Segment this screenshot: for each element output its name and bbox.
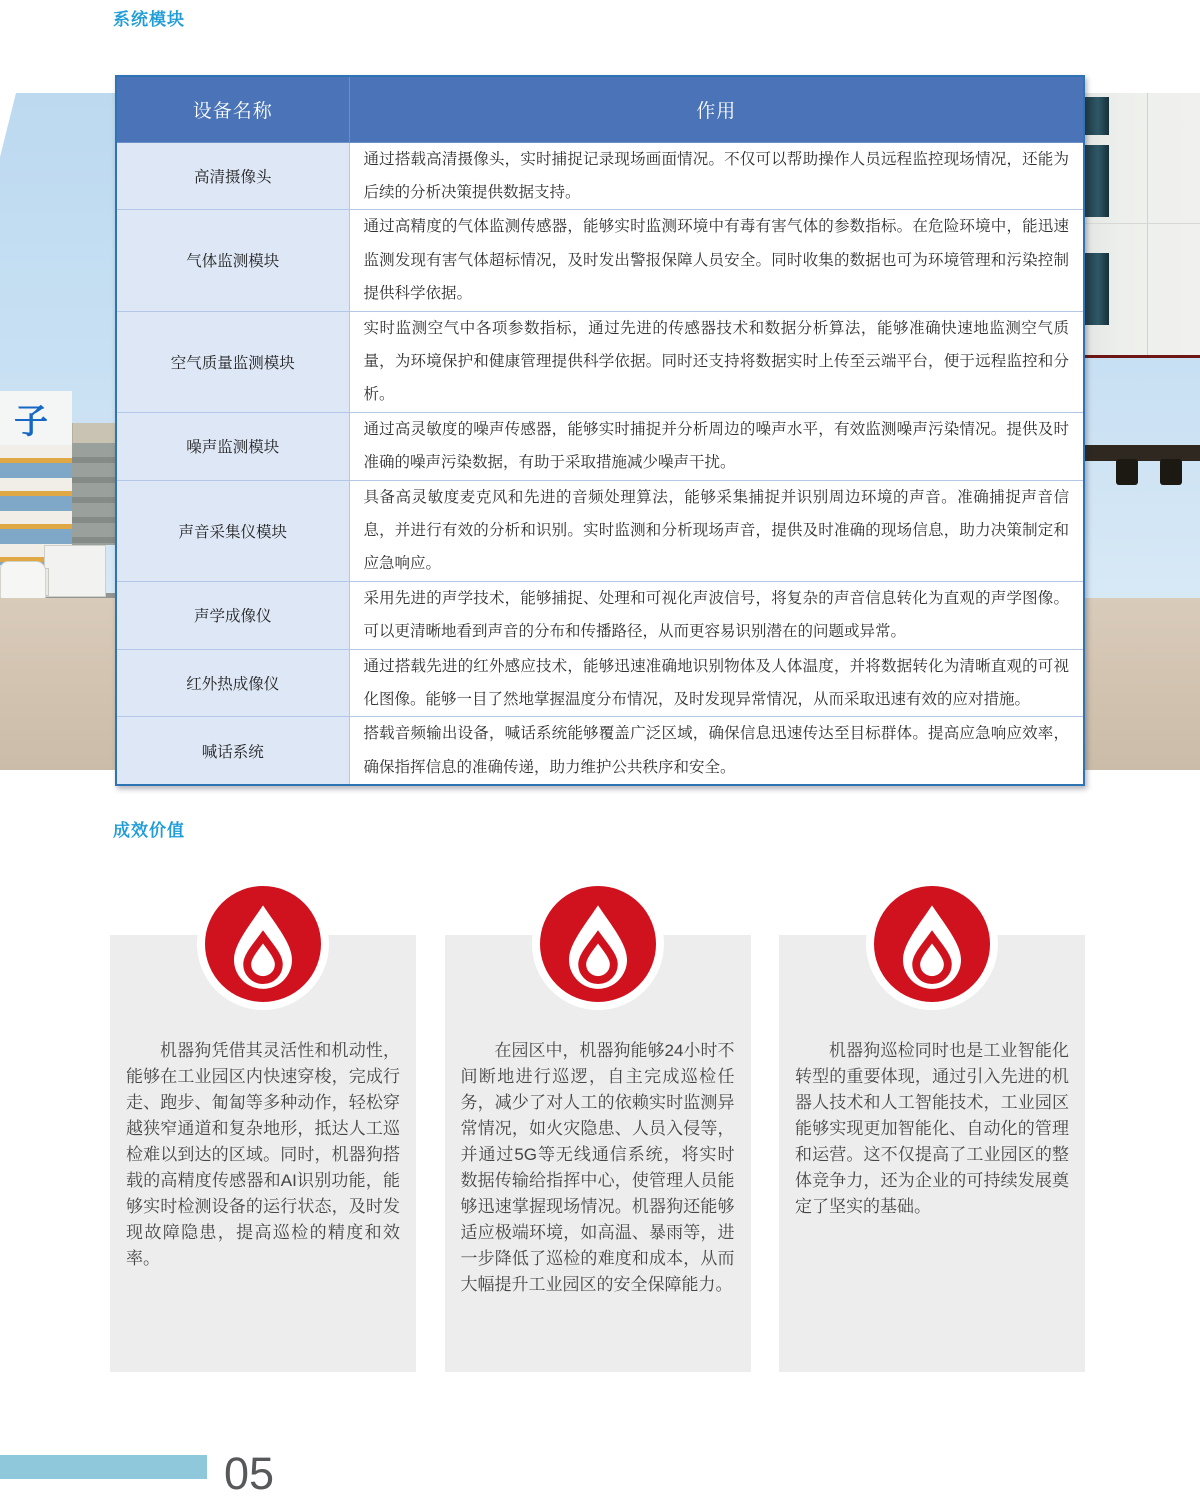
table-row	[116, 142, 1084, 210]
section-title-value: 成效价值	[113, 821, 185, 840]
table-row	[116, 717, 1084, 785]
device-desc-cell: 具备高灵敏度麦克风和先进的音频处理算法，能够采集捕捉并识别周边环境的声音。准确捕捉声音信息，并进行有效的分析和识别。实时监测和分析现场声音，提供及时准确的现场信息，助力决策制定和应急响应。	[349, 480, 1084, 581]
water-drop-icon	[866, 878, 998, 1010]
panel-joint-line	[1147, 93, 1148, 355]
window	[1085, 97, 1109, 135]
device-desc-cell: 通过高精度的气体监测传感器，能够实时监测环境中有毒有害气体的参数指标。在危险环境中，能迅速监测发现有害气体超标情况，及时发出警报保障人员安全。同时收集的数据也可为环境管理和污染控制提供科学依据。	[349, 210, 1084, 311]
value-card-text: 在园区中，机器狗能够24小时不间断地进行巡逻，自主完成巡检任务，减少了对人工的依赖实时监测异常情况，如火灾隐患、人员入侵等，并通过5G等无线通信系统，将实时数据传输给指挥中心，使管理人员能够迅速掌握现场情况。机器狗还能够适应极端环境，如高温、暴雨等，进一步降低了巡检的难度和成本，从而大幅提升工业园区的安全保障能力。	[460, 1041, 735, 1294]
device-name-cell: 红外热成像仪	[116, 649, 349, 717]
table-row	[116, 412, 1084, 480]
trailer-wheel	[1160, 459, 1182, 485]
footer-accent-bar	[0, 1455, 207, 1479]
device-desc-cell: 实时监测空气中各项参数指标，通过先进的传感器技术和数据分析算法，能够准确快速地监测空气质量，为环境保护和健康管理提供科学依据。同时还支持将数据实时上传至云端平台，便于远程监控和分析。	[349, 311, 1084, 412]
device-name-cell: 气体监测模块	[116, 210, 349, 311]
section-title-system-modules: 系统模块	[113, 10, 185, 29]
device-name-cell: 噪声监测模块	[116, 412, 349, 480]
device-desc-cell: 采用先进的声学技术，能够捕捉、处理和可视化声波信号，将复杂的声音信息转化为直观的声学图像。可以更清晰地看到声音的分布和传播路径，从而更容易识别潜在的问题或异常。	[349, 581, 1084, 649]
value-card-1	[110, 935, 416, 1372]
photo-red-container	[1085, 355, 1200, 445]
photo-trailer-chassis	[1085, 445, 1200, 461]
page-number: 05	[224, 1448, 275, 1499]
device-name-cell: 声学成像仪	[116, 581, 349, 649]
value-card-2	[445, 935, 751, 1372]
building-sign-text: 子	[14, 402, 48, 441]
modules-table	[115, 75, 1085, 786]
water-drop-icon	[197, 878, 329, 1010]
device-desc-cell: 搭载音频输出设备，喊话系统能够覆盖广泛区域，确保信息迅速传达至目标群体。提高应急响应效率，确保指挥信息的准确传递，助力维护公共秩序和安全。	[349, 717, 1084, 785]
photo-right-building	[1085, 93, 1200, 355]
device-name-cell: 高清摄像头	[116, 142, 349, 210]
device-desc-cell: 通过搭载高清摄像头，实时捕捉记录现场画面情况。不仅可以帮助操作人员远程监控现场情况，还能为后续的分析决策提供数据支持。	[349, 142, 1084, 210]
water-drop-icon	[532, 878, 664, 1010]
device-name-cell: 喊话系统	[116, 717, 349, 785]
table-header-row	[116, 76, 1084, 142]
window	[1085, 145, 1109, 217]
device-desc-cell: 通过高灵敏度的噪声传感器，能够实时捕捉并分析周边的噪声水平，有效监测噪声污染情况。提供及时准确的噪声污染数据，有助于采取措施减少噪声干扰。	[349, 412, 1084, 480]
value-card-text: 机器狗凭借其灵活性和机动性，能够在工业园区内快速穿梭，完成行走、跑步、匍匐等多种动作，轻松穿越狭窄通道和复杂地形，抵达人工巡检难以到达的区域。同时，机器狗搭载的高精度传感器和AI识别功能，能够实时检测设备的运行状态，及时发现故障隐患，提高巡检的精度和效率。	[126, 1041, 400, 1268]
trailer-wheel	[1116, 459, 1138, 485]
window	[1085, 253, 1109, 325]
value-card-3	[779, 935, 1085, 1372]
value-cards	[110, 935, 1085, 1372]
modules-table-container	[115, 75, 1085, 786]
value-card-text: 机器狗巡检同时也是工业智能化转型的重要体现，通过引入先进的机器人技术和人工智能技术，工业园区能够实现更加智能化、自动化的管理和运营。这不仅提高了工业园区的整体竞争力，还为企业的可持续发展奠定了坚实的基础。	[795, 1041, 1069, 1216]
device-name-cell: 声音采集仪模块	[116, 480, 349, 581]
header-function: 作用	[349, 76, 1084, 142]
table-row	[116, 311, 1084, 412]
photo-box-truck	[44, 545, 106, 597]
panel-joint-line	[1085, 223, 1200, 224]
photo-white-van	[0, 561, 46, 599]
table-row	[116, 480, 1084, 581]
device-name-cell: 空气质量监测模块	[116, 311, 349, 412]
header-device-name: 设备名称	[116, 76, 349, 142]
device-desc-cell: 通过搭载先进的红外感应技术，能够迅速准确地识别物体及人体温度，并将数据转化为清晰直观的可视化图像。能够一目了然地掌握温度分布情况，及时发现异常情况，从而采取迅速有效的应对措施。	[349, 649, 1084, 717]
table-row	[116, 649, 1084, 717]
table-row	[116, 210, 1084, 311]
photo-sign-building	[0, 391, 72, 445]
table-row	[116, 581, 1084, 649]
